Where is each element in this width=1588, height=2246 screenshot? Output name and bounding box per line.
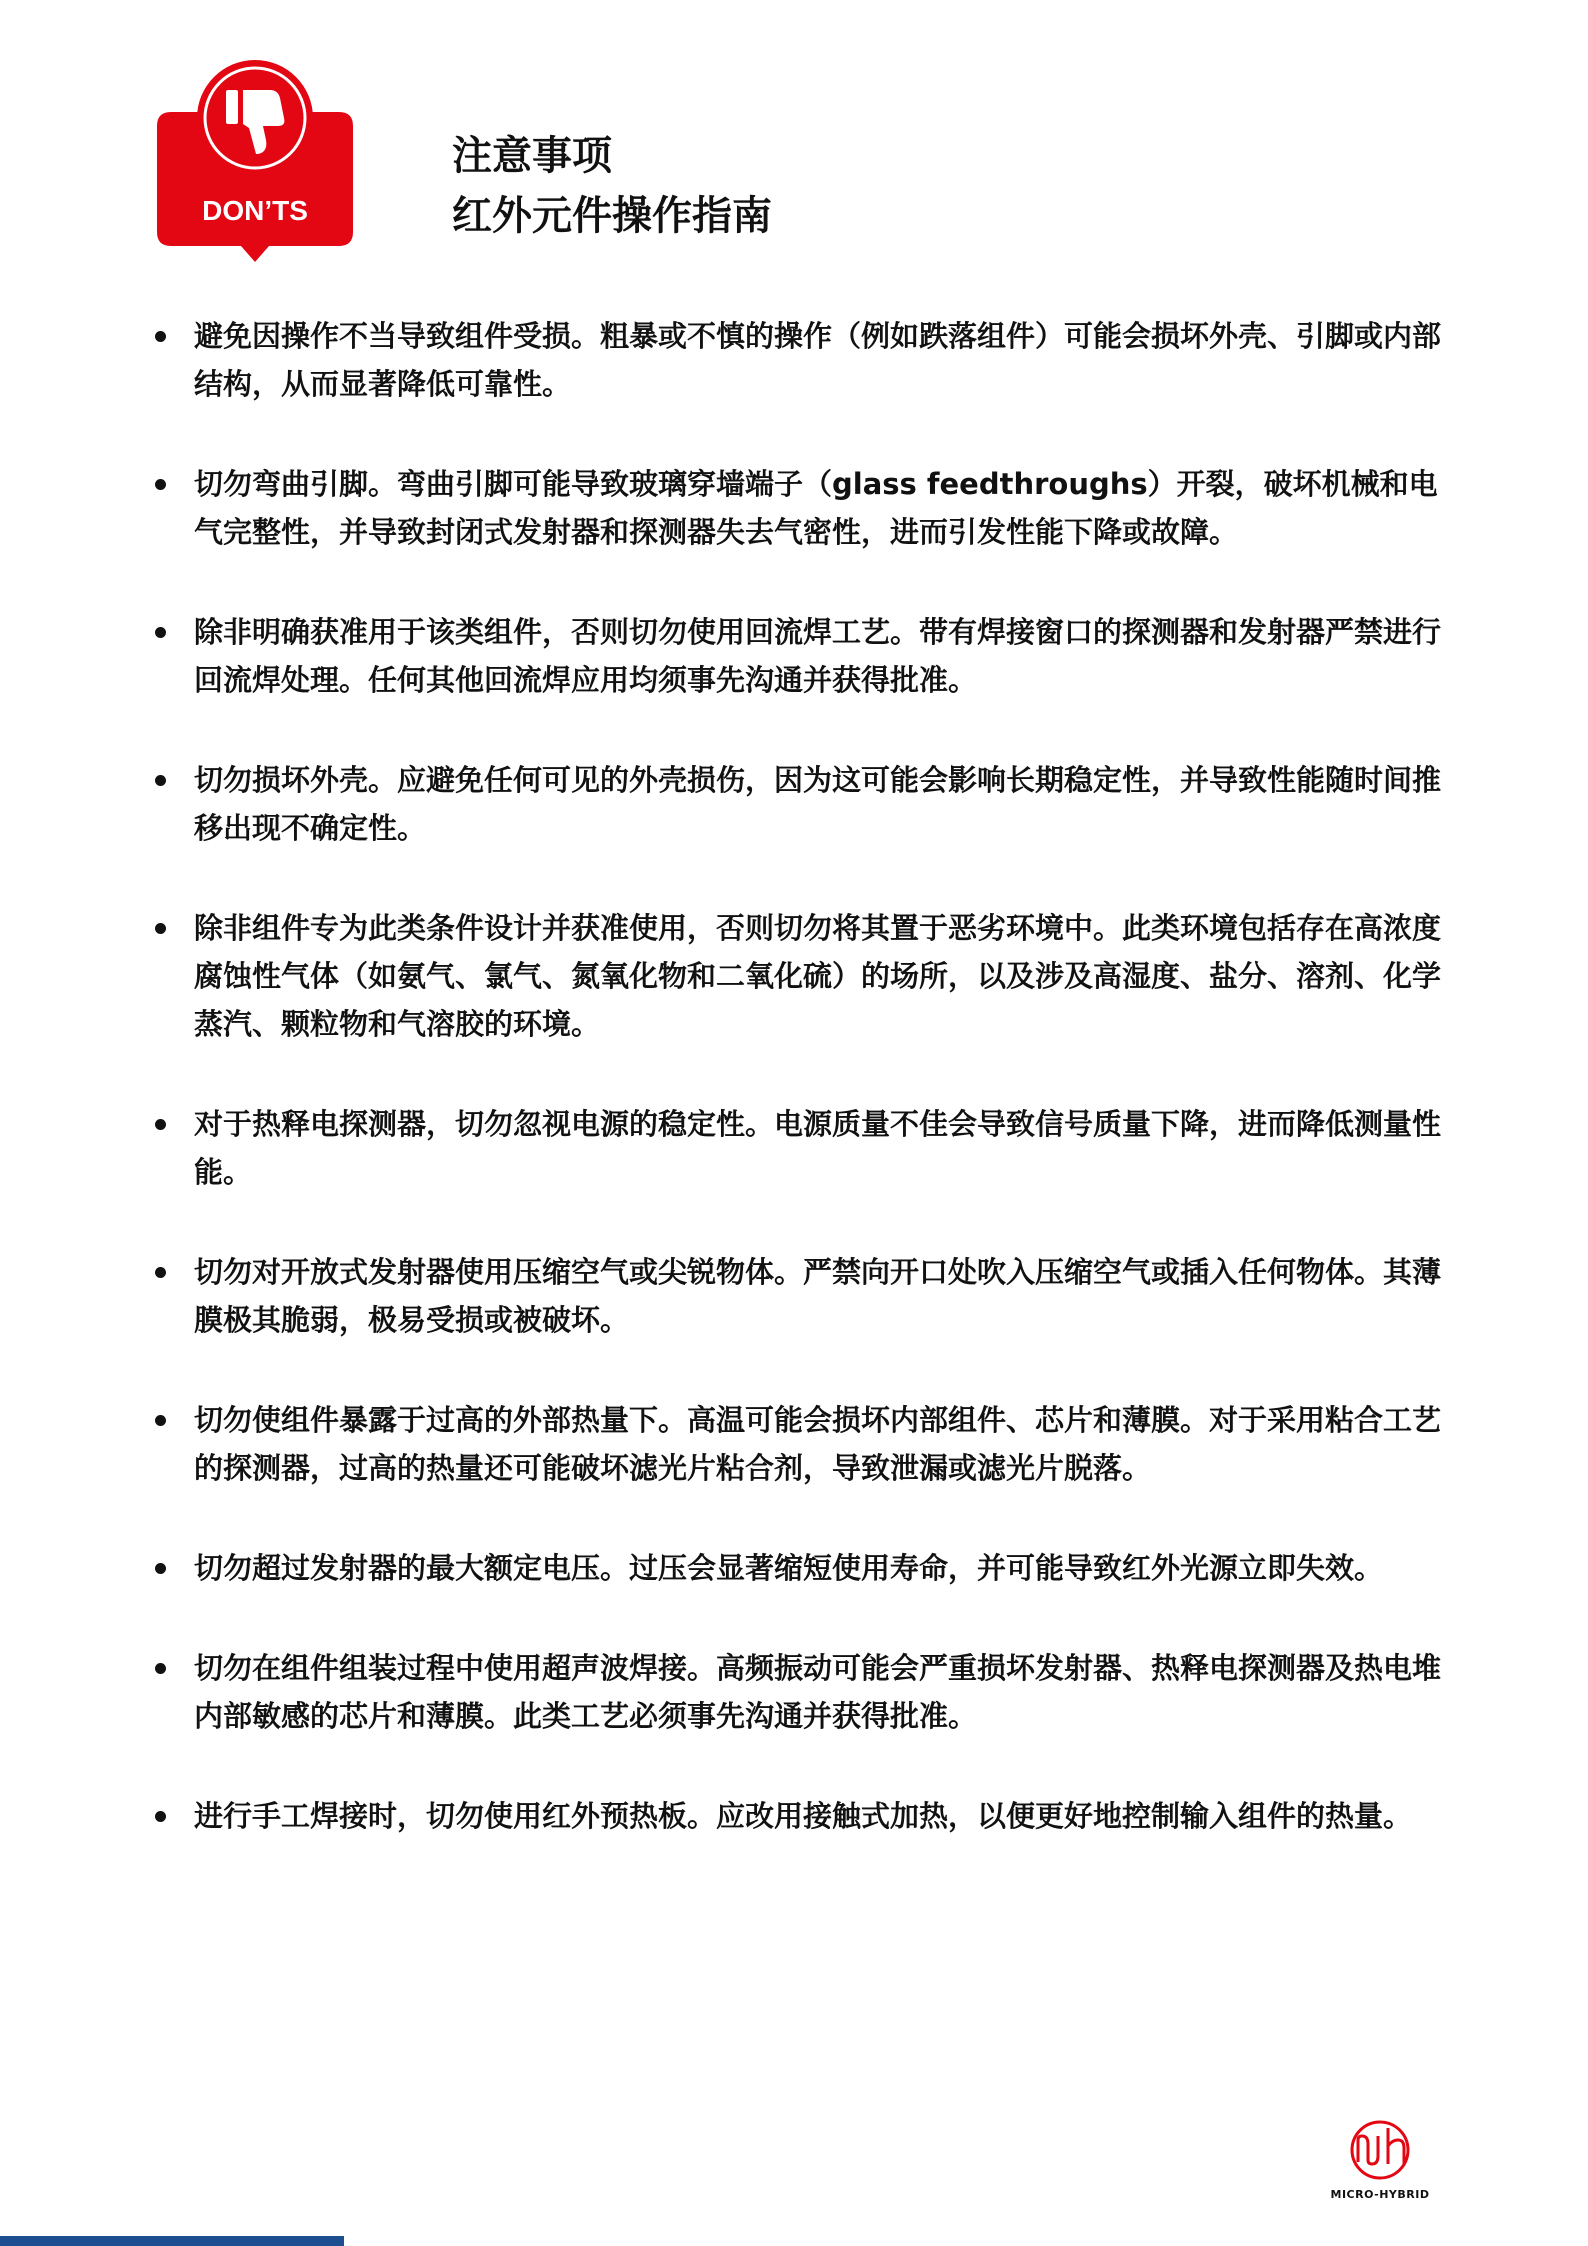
list-item (150, 1544, 1460, 1592)
micro-hybrid-logo (1320, 2120, 1440, 2206)
donts-badge-graphic (157, 60, 353, 262)
bullet-icon (155, 1563, 166, 1574)
list-item (150, 756, 1460, 852)
title-line-2: 红外元件操作指南 (452, 193, 772, 239)
logo-wordmark: MICRO-HYBRID (1330, 2188, 1430, 2201)
bullet-icon (155, 1811, 166, 1822)
list-item (150, 1644, 1460, 1740)
bullet-icon (155, 1415, 166, 1426)
list-item-text: 切勿使组件暴露于过高的外部热量下。高温可能会损坏内部组件、芯片和薄膜。对于采用粘合工艺的探测器，过高的热量还可能破坏滤光片粘合剂，导致泄漏或滤光片脱落。 (194, 1403, 1442, 1485)
list-item (150, 1396, 1460, 1492)
bullet-icon (155, 627, 166, 638)
page-title (452, 126, 772, 246)
list-item-text: 进行手工焊接时，切勿使用红外预热板。应改用接触式加热，以便更好地控制输入组件的热量。 (194, 1799, 1413, 1833)
list-item (150, 608, 1460, 704)
bottom-accent-bar (0, 2236, 344, 2246)
list-item (150, 1248, 1460, 1344)
list-item-text: 切勿损坏外壳。应避免任何可见的外壳损伤，因为这可能会影响长期稳定性，并导致性能随时间推移出现不确定性。 (194, 763, 1442, 845)
list-item-text: 除非明确获准用于该类组件，否则切勿使用回流焊工艺。带有焊接窗口的探测器和发射器严禁进行回流焊处理。任何其他回流焊应用均须事先沟通并获得批准。 (194, 615, 1442, 697)
title-line-1: 注意事项 (452, 133, 612, 179)
bullet-icon (155, 1119, 166, 1130)
bullet-icon (155, 775, 166, 786)
list-item-text: 对于热释电探测器，切勿忽视电源的稳定性。电源质量不佳会导致信号质量下降，进而降低测量性能。 (194, 1107, 1442, 1189)
bullet-icon (155, 1267, 166, 1278)
list-item-text: 避免因操作不当导致组件受损。粗暴或不慎的操作（例如跌落组件）可能会损坏外壳、引脚或内部结构，从而显著降低可靠性。 (194, 319, 1442, 401)
bullet-icon (155, 923, 166, 934)
list-item-text: 切勿对开放式发射器使用压缩空气或尖锐物体。严禁向开口处吹入压缩空气或插入任何物体。其薄膜极其脆弱，极易受损或被破坏。 (194, 1255, 1442, 1337)
list-item (150, 312, 1460, 408)
bullet-icon (155, 1663, 166, 1674)
list-item (150, 1100, 1460, 1196)
list-item (150, 460, 1460, 556)
list-item-text: 除非组件专为此类条件设计并获准使用，否则切勿将其置于恶劣环境中。此类环境包括存在高浓度腐蚀性气体（如氨气、氯气、氮氧化物和二氧化硫）的场所，以及涉及高湿度、盐分、溶剂、化学蒸汽、颗粒物和气溶胶的环境。 (194, 911, 1442, 1041)
list-item (150, 904, 1460, 1048)
list-item-text: 切勿弯曲引脚。弯曲引脚可能导致玻璃穿墙端子（glass feedthroughs）开裂，破坏机械和电气完整性，并导致封闭式发射器和探测器失去气密性，进而引发性能下降或故障。 (194, 467, 1438, 549)
list-item-text: 切勿超过发射器的最大额定电压。过压会显著缩短使用寿命，并可能导致红外光源立即失效。 (194, 1551, 1384, 1585)
donts-list (150, 312, 1460, 1892)
donts-badge (157, 60, 353, 262)
micro-hybrid-logo-mark (1344, 2120, 1416, 2182)
list-item (150, 1792, 1460, 1840)
bullet-icon (155, 479, 166, 490)
list-item-text: 切勿在组件组装过程中使用超声波焊接。高频振动可能会严重损坏发射器、热释电探测器及热电堆内部敏感的芯片和薄膜。此类工艺必须事先沟通并获得批准。 (194, 1651, 1442, 1733)
bullet-icon (155, 331, 166, 342)
donts-label: DON’TS (202, 195, 308, 226)
